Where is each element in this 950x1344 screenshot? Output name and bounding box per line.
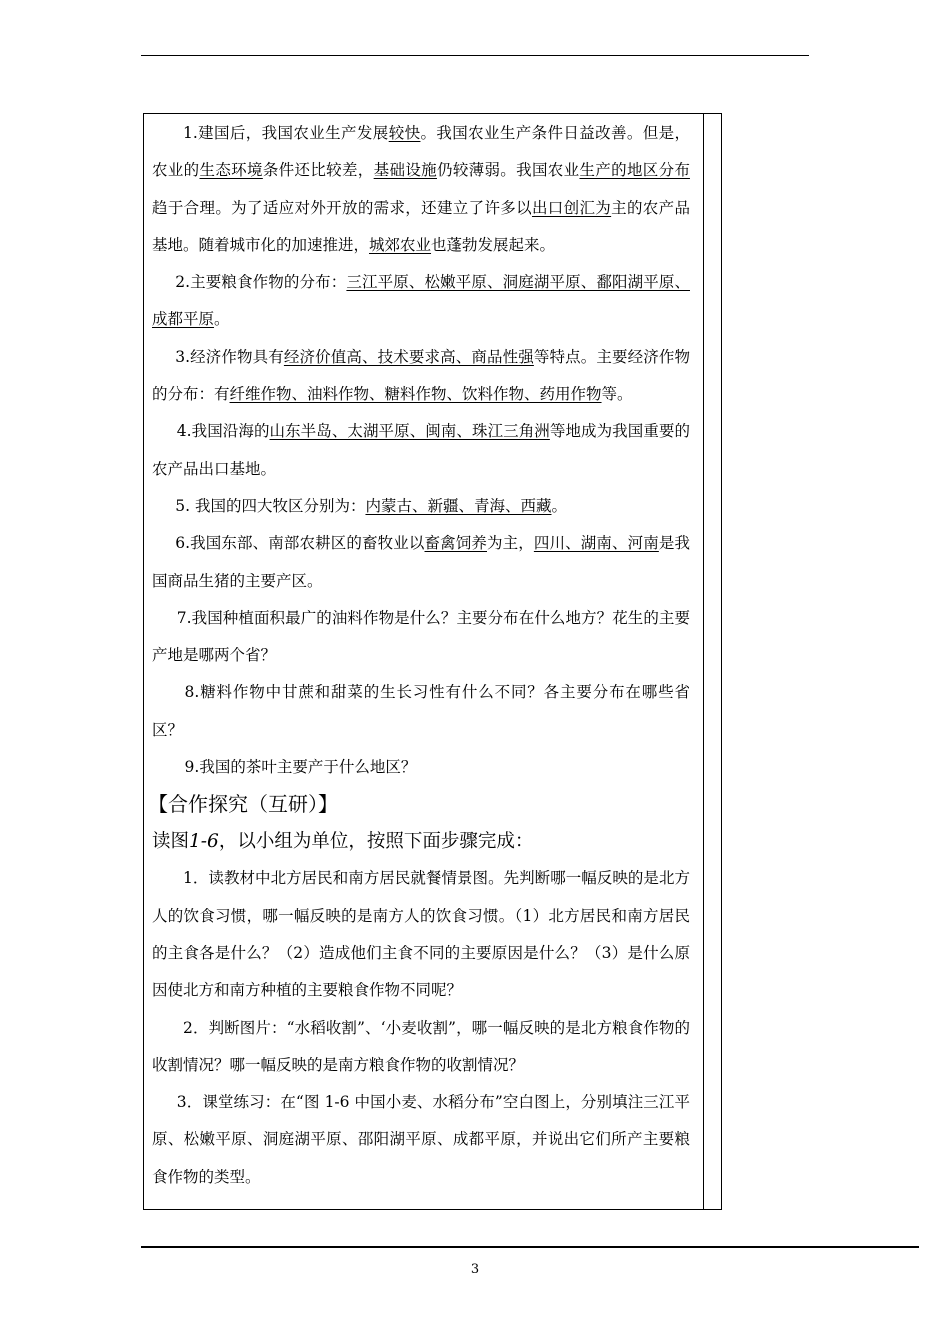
answer-blank: 内蒙古、新疆、青海、西藏 [365,496,552,515]
answer-blank: 纤维作物、油料作物、糖料作物、饮料作物、药用作物 [229,385,602,404]
answer-blank: 生产的地区分布 [579,161,690,180]
step-3: 3．课堂练习：在“图 1-6 中国小麦、水稻分布”空白图上，分别填注三江平原、松嫩平原、洞庭湖平原、邵阳湖平原、成都平原，并说出它们所产主要粮食作物的类型。 [152,1093,690,1186]
figure-reference: 1-6 [189,831,219,853]
section-heading: 【合作探究（互研）】 [148,792,338,817]
paragraph-7: 7.我国种植面积最广的油料作物是什么？主要分布在什么地方？花生的主要产地是哪两个省？ [152,608,690,665]
answer-blank: 四川、湖南、河南 [533,534,659,553]
table-column-divider [703,113,704,1210]
answer-blank: 山东半岛、太湖平原、闽南、珠江三角洲 [269,422,550,441]
paragraph-6: 6.我国东部、南部农耕区的畜牧业以畜禽饲养为主，四川、湖南、河南是我国商品生猪的主要产区。 [152,534,690,590]
paragraph-9: 9.我国的茶叶主要产于什么地区？ [184,758,417,777]
answer-blank: 生态环境 [199,161,263,180]
paragraph-2: 2.主要粮食作物的分布：三江平原、松嫩平原、洞庭湖平原、鄱阳湖平原、成都平原。 [152,273,690,329]
step-2: 2．判断图片：“水稻收割”、‘小麦收割”，哪一幅反映的是北方粮食作物的收割情况？哪一幅反映的是南方粮食作物的收割情况？ [152,1018,690,1074]
section-intro: 读图1-6，以小组为单位，按照下面步骤完成： [152,831,534,853]
answer-blank: 较快 [388,124,421,142]
answer-blank: 经济价值高、技术要求高、商品性强 [283,347,534,366]
paragraph-4: 4.我国沿海的山东半岛、太湖平原、闽南、珠江三角洲等地成为我国重要的农产品出口基地。 [152,422,690,478]
answer-blank: 出口创汇为 [531,198,612,217]
page-number: 3 [470,1262,480,1277]
paragraph-1: 1.建国后，我国农业生产发展较快。我国农业生产条件日益改善。但是，农业的生态环境条件还比较差，基础设施仍较薄弱。我国农业生产的地区分布趋于合理。为了适应对外开放的需求，还建立了许多以出口创汇为主的农产品基地。随着城市化的加速推进，城郊农业也蓬勃发展起来。 [152,124,690,254]
answer-blank: 城郊农业 [369,235,432,254]
paragraph-8: 8.糖料作物中甘蔗和甜菜的生长习性有什么不同？各主要分布在哪些省区？ [152,683,690,739]
step-1: 1．读教材中北方居民和南方居民就餐情景图。先判断哪一幅反映的是北方人的饮食习惯，哪一幅反映的是南方人的饮食习惯。（1）北方居民和南方居民的主食各是什么？（2）造成他们主食不同的主要原因是什么？（3）是什么原因使北方和南方种植的主要粮食作物不同呢？ [152,869,690,1000]
content-cell [148,115,690,1196]
header-rule [141,55,809,56]
footer-rule [141,1246,919,1248]
answer-blank: 畜禽饲养 [424,534,487,553]
paragraph-5: 5. 我国的四大牧区分别为：内蒙古、新疆、青海、西藏。 [175,496,567,515]
answer-blank: 三江平原、松嫩平原、洞庭湖平原、鄱阳湖平原、成都平原 [152,273,690,329]
answer-blank: 基础设施 [373,161,437,180]
paragraph-3: 3.经济作物具有经济价值高、技术要求高、商品性强等特点。主要经济作物的分布：有纤维作物、油料作物、糖料作物、饮料作物、药用作物等。 [152,347,690,404]
